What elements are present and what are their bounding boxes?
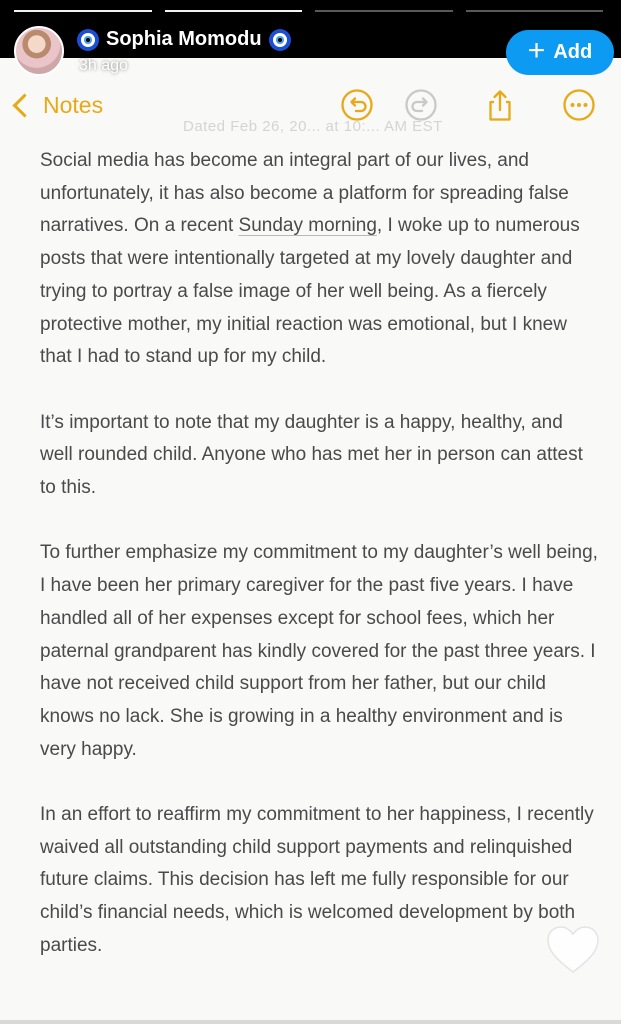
evil-eye-icon — [269, 29, 291, 51]
story-user[interactable] — [77, 28, 291, 51]
date-link[interactable]: Sunday morning — [238, 215, 377, 237]
story-progress — [14, 10, 603, 12]
evil-eye-icon — [77, 29, 99, 51]
plus-icon: + — [527, 34, 546, 67]
back-label: Notes — [43, 92, 104, 118]
progress-segment — [315, 10, 453, 12]
progress-segment — [14, 10, 152, 12]
undo-icon[interactable] — [340, 88, 374, 122]
paragraph-text: Social media has become an integral part of our lives, and unfortunately, it has also become a platform for spreading false narratives. On a recent — [40, 150, 569, 237]
chevron-left-icon — [12, 93, 36, 117]
note-paragraph — [40, 145, 600, 374]
paragraph-text: , I woke up to numerous posts that were intentionally targeted at my lovely daughter and trying to portray a false image of her well being. As a fiercely protective mother, my initial reaction was emotional, but I knew that I had to stand up for my child. — [40, 215, 580, 368]
progress-segment — [466, 10, 604, 12]
add-button[interactable] — [506, 30, 614, 75]
story-timestamp: 3h ago — [79, 57, 128, 74]
heart-icon[interactable] — [545, 924, 601, 976]
more-icon[interactable] — [562, 88, 596, 122]
add-button-label: Add — [553, 41, 593, 63]
progress-segment — [165, 10, 303, 12]
redo-icon[interactable] — [404, 88, 438, 122]
avatar[interactable] — [14, 26, 64, 76]
note-paragraph: It’s important to note that my daughter is a happy, healthy, and well rounded child. Anyone who has met her in person can attest to this. — [40, 411, 583, 499]
note-body[interactable] — [40, 145, 600, 995]
note-date: Dated Feb 26, 20... at 10:... AM EST — [183, 118, 443, 135]
note-paragraph: In an effort to reaffirm my commitment to her happiness, I recently waived all outstanding child support payments and relinquished future claims. This decision has left me fully responsible for our child’s financial needs, which is welcomed development by both parties. — [40, 804, 594, 956]
note-paragraph: To further emphasize my commitment to my daughter’s well being, I have been her primary caregiver for the past five years. I have handled all of her expenses except for school fees, which her paternal grandparent has kindly covered for the past three years. I have not received child support from her father, but our child knows no lack. She is growing in a healthy environment and is very happy. — [40, 542, 598, 760]
user-name: Sophia Momodu — [106, 28, 262, 50]
share-icon[interactable] — [483, 88, 517, 122]
back-to-notes-button[interactable] — [16, 92, 103, 119]
bottom-divider — [0, 1020, 621, 1024]
